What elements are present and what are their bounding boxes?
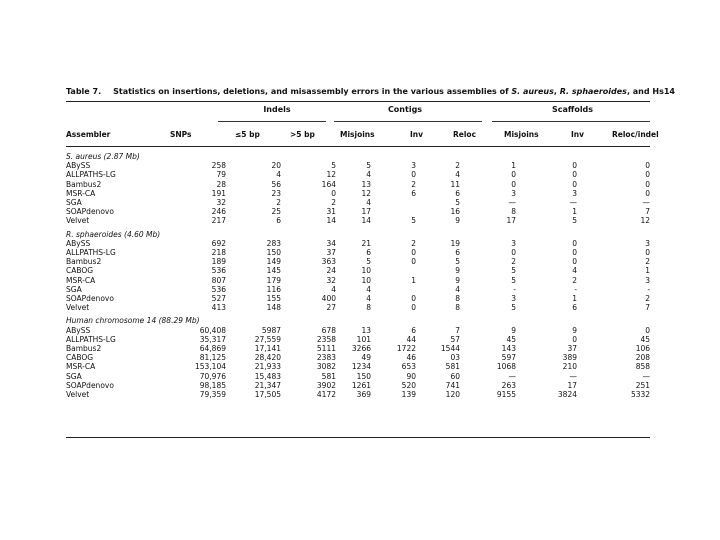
value-cell: 7 — [645, 207, 651, 217]
section-title: R. sphaeroides (4.60 Mb) — [66, 229, 161, 239]
assembler-name-cell: SGA — [66, 284, 82, 294]
value-cell: 4 — [366, 284, 371, 294]
value-cell: 13 — [361, 325, 371, 335]
value-cell: 145 — [266, 266, 281, 276]
value-cell: 7 — [645, 303, 651, 313]
group-scaffolds: Scaffolds — [551, 105, 594, 114]
value-cell: 520 — [401, 380, 416, 390]
value-cell: 4 — [572, 266, 577, 276]
value-cell: 0 — [572, 179, 577, 189]
assembler-name-cell: SOAPdenovo — [66, 380, 114, 390]
assembler-name-cell: CABOG — [66, 266, 94, 276]
value-cell: 45 — [506, 334, 516, 344]
value-cell: 0 — [645, 179, 651, 189]
section-title: Human chromosome 14 (88.29 Mb) — [66, 316, 200, 326]
top-rule — [66, 101, 650, 102]
value-cell: 4 — [331, 284, 336, 294]
value-cell: 5 — [572, 216, 577, 226]
value-cell: 120 — [445, 390, 460, 400]
value-cell: 16 — [450, 207, 460, 217]
value-cell: - — [647, 284, 651, 294]
caption-sep-2: , and Hs14 — [626, 87, 675, 96]
assembler-name-cell: ABySS — [66, 161, 91, 171]
value-cell: 3 — [411, 161, 416, 171]
value-cell: 369 — [356, 390, 371, 400]
section-header-row — [66, 230, 650, 239]
table-row — [66, 381, 650, 390]
value-cell: 8 — [511, 207, 516, 217]
value-cell: 741 — [445, 380, 460, 390]
value-cell: 44 — [406, 334, 416, 344]
value-cell: 653 — [401, 362, 416, 372]
value-cell: 1068 — [496, 362, 516, 372]
value-cell: 0 — [411, 294, 416, 304]
value-cell: 0 — [645, 325, 651, 335]
value-cell: 0 — [572, 161, 577, 171]
table-row — [66, 180, 650, 189]
group-line-indels — [218, 121, 326, 122]
col-header-contig-reloc: Reloc — [453, 130, 477, 139]
value-cell: 15,483 — [254, 371, 281, 381]
value-cell: 27 — [326, 303, 336, 313]
value-cell: 3902 — [316, 380, 336, 390]
value-cell: 7 — [455, 325, 460, 335]
value-cell: 6 — [366, 248, 371, 258]
value-cell: 807 — [211, 275, 226, 285]
assembler-name-cell: SOAPdenovo — [66, 207, 114, 217]
table-row — [66, 266, 650, 275]
value-cell: 28 — [216, 179, 226, 189]
value-cell: 12 — [326, 170, 336, 180]
value-cell: 0 — [572, 238, 577, 248]
value-cell: 3266 — [351, 344, 371, 354]
value-cell: 4 — [276, 170, 281, 180]
col-header-snps: SNPs — [170, 130, 192, 139]
value-cell — [371, 266, 416, 275]
value-cell: 581 — [445, 362, 460, 372]
table-row — [66, 303, 650, 312]
value-cell: — — [642, 371, 651, 381]
value-cell: 692 — [211, 238, 226, 248]
value-cell: 0 — [511, 170, 516, 180]
col-header-assembler: Assembler — [66, 130, 111, 139]
value-cell: 17 — [506, 216, 516, 226]
value-cell: 5111 — [316, 344, 336, 354]
value-cell: 2 — [331, 198, 336, 208]
col-header-scaffold-reloc: Reloc/indel — [612, 130, 659, 139]
value-cell — [371, 198, 416, 207]
value-cell: 4 — [366, 294, 371, 304]
value-cell: 2 — [645, 294, 651, 304]
assembler-name-cell: Bambus2 — [66, 257, 102, 267]
value-cell: 3 — [645, 275, 651, 285]
value-cell: — — [508, 198, 516, 208]
assembler-name-cell: ALLPATHS-LG — [66, 170, 116, 180]
table-row — [66, 353, 650, 362]
value-cell: 0 — [572, 248, 577, 258]
value-cell: 17 — [567, 380, 577, 390]
value-cell: 4 — [455, 170, 460, 180]
value-cell: 536 — [211, 284, 226, 294]
value-cell: 70,976 — [199, 371, 226, 381]
assembler-name-cell: Velvet — [66, 390, 90, 400]
value-cell: 150 — [266, 248, 281, 258]
value-cell: 148 — [266, 303, 281, 313]
value-cell: 363 — [321, 257, 336, 267]
col-header-indels-large: >5 bp — [290, 130, 315, 139]
value-cell: 32 — [326, 275, 336, 285]
table-number: Table 7. — [66, 87, 102, 96]
value-cell: 581 — [321, 371, 336, 381]
value-cell: 858 — [635, 362, 651, 372]
value-cell: 0 — [572, 334, 577, 344]
assembler-name-cell: Velvet — [66, 303, 90, 313]
value-cell: 5 — [511, 303, 516, 313]
value-cell: 191 — [211, 188, 226, 198]
value-cell: 0 — [411, 303, 416, 313]
assembler-name-cell: Velvet — [66, 216, 90, 226]
value-cell: 283 — [266, 238, 281, 248]
value-cell: 12 — [640, 216, 651, 226]
value-cell: 0 — [411, 248, 416, 258]
col-header-indels-small: ≤5 bp — [235, 130, 260, 139]
value-cell: 4 — [366, 198, 371, 208]
value-cell: 2 — [572, 275, 577, 285]
value-cell: 1 — [572, 294, 577, 304]
caption-species-2: R. sphaeroides — [559, 87, 627, 96]
table-row — [66, 344, 650, 353]
value-cell: 400 — [321, 294, 336, 304]
value-cell: 143 — [501, 344, 516, 354]
section-title: S. aureus (2.87 Mb) — [66, 152, 140, 161]
value-cell: 21,347 — [254, 380, 281, 390]
value-cell: 179 — [266, 275, 281, 285]
value-cell: 24 — [326, 266, 336, 276]
value-cell: 57 — [450, 334, 460, 344]
value-cell: 0 — [572, 257, 577, 267]
value-cell: 21,933 — [254, 362, 281, 372]
value-cell: 0 — [411, 170, 416, 180]
value-cell: 258 — [211, 161, 226, 171]
value-cell: 0 — [645, 170, 651, 180]
value-cell: 4 — [366, 170, 371, 180]
table-row — [66, 276, 650, 285]
value-cell: 6 — [572, 303, 577, 313]
value-cell: 64,869 — [199, 344, 226, 354]
caption-text: Statistics on insertions, deletions, and misassembly errors in the various assemblies of — [113, 87, 512, 96]
value-cell: 6 — [411, 325, 416, 335]
value-cell: 17 — [361, 207, 371, 217]
value-cell: 4172 — [316, 390, 336, 400]
value-cell: 0 — [645, 161, 651, 171]
value-cell: 1234 — [351, 362, 371, 372]
value-cell: 139 — [401, 390, 416, 400]
value-cell: 8 — [366, 303, 371, 313]
value-cell: 116 — [266, 284, 281, 294]
value-cell: 3082 — [316, 362, 336, 372]
value-cell: 210 — [562, 362, 577, 372]
value-cell: 189 — [211, 257, 226, 267]
value-cell: 8 — [455, 294, 460, 304]
value-cell: 5987 — [261, 325, 281, 335]
table-row — [66, 216, 650, 225]
value-cell: 8 — [455, 303, 460, 313]
value-cell: 413 — [211, 303, 226, 313]
value-cell: 6 — [455, 248, 460, 258]
value-cell: 12 — [361, 188, 371, 198]
value-cell: 32 — [216, 198, 226, 208]
value-cell: 6 — [276, 216, 281, 226]
value-cell: 60 — [450, 371, 460, 381]
assembler-name-cell: MSR-CA — [66, 362, 96, 372]
value-cell: 37 — [567, 344, 577, 354]
value-cell: 56 — [271, 179, 281, 189]
data-table — [66, 152, 650, 399]
value-cell: - — [574, 284, 577, 294]
value-cell: 678 — [321, 325, 336, 335]
value-cell: 597 — [501, 353, 516, 363]
value-cell: 155 — [266, 294, 281, 304]
value-cell: 3 — [511, 188, 516, 198]
value-cell: - — [513, 284, 516, 294]
value-cell: 2 — [411, 238, 416, 248]
value-cell: 389 — [562, 353, 577, 363]
value-cell: 14 — [326, 216, 336, 226]
table-row — [66, 170, 650, 179]
value-cell: 9 — [455, 275, 460, 285]
value-cell: 0 — [645, 188, 651, 198]
col-header-scaffold-inv: Inv — [571, 130, 585, 139]
table-row — [66, 362, 650, 371]
value-cell: 9 — [455, 216, 460, 226]
col-header-contig-misjoins: Misjoins — [340, 130, 375, 139]
value-cell: 101 — [356, 334, 371, 344]
value-cell: 03 — [450, 353, 460, 363]
value-cell: 10 — [361, 275, 371, 285]
value-cell: 37 — [326, 248, 336, 258]
value-cell: 1261 — [351, 380, 371, 390]
value-cell: 5 — [455, 198, 460, 208]
value-cell: 13 — [361, 179, 371, 189]
value-cell: 98,185 — [199, 380, 226, 390]
value-cell: 21 — [361, 238, 371, 248]
value-cell: 11 — [450, 179, 460, 189]
assembler-name-cell: ALLPATHS-LG — [66, 334, 116, 344]
value-cell: 0 — [645, 248, 651, 258]
table-row — [66, 161, 650, 170]
value-cell: 5 — [331, 161, 336, 171]
value-cell: 1 — [572, 207, 577, 217]
value-cell: — — [569, 371, 577, 381]
value-cell: 0 — [572, 170, 577, 180]
table-row — [66, 257, 650, 266]
value-cell: 46 — [406, 353, 416, 363]
value-cell: 4 — [455, 284, 460, 294]
value-cell: 6 — [411, 188, 416, 198]
value-cell: 164 — [321, 179, 336, 189]
value-cell: 28,420 — [254, 353, 281, 363]
value-cell: 251 — [635, 380, 651, 390]
assembler-name-cell: Bambus2 — [66, 344, 102, 354]
value-cell: 5 — [411, 216, 416, 226]
value-cell: 2383 — [316, 353, 336, 363]
value-cell: 19 — [450, 238, 460, 248]
table-row — [66, 390, 650, 399]
value-cell: 1544 — [440, 344, 460, 354]
assembler-name-cell: ABySS — [66, 325, 91, 335]
value-cell: 81,125 — [199, 353, 226, 363]
value-cell: 5 — [366, 257, 371, 267]
value-cell: 0 — [511, 179, 516, 189]
value-cell: 25 — [271, 207, 281, 217]
assembler-name-cell: CABOG — [66, 353, 94, 363]
value-cell: 2 — [411, 179, 416, 189]
assembler-name-cell: MSR-CA — [66, 275, 96, 285]
assembler-name-cell: Bambus2 — [66, 179, 102, 189]
value-cell: 0 — [511, 248, 516, 258]
value-cell: 3 — [572, 188, 577, 198]
value-cell: 45 — [640, 334, 651, 344]
table-row — [66, 372, 650, 381]
table-row — [66, 189, 650, 198]
value-cell: 5 — [366, 161, 371, 171]
value-cell: 150 — [356, 371, 371, 381]
value-cell: 2358 — [316, 334, 336, 344]
caption-sep-1: , — [553, 87, 560, 96]
group-line-scaffolds — [492, 121, 650, 122]
group-indels: Indels — [263, 105, 291, 114]
caption-species-1: S. aureus — [511, 87, 554, 96]
value-cell: 2 — [276, 198, 281, 208]
value-cell: 9155 — [496, 390, 516, 400]
value-cell: 49 — [361, 353, 371, 363]
table-row — [66, 239, 650, 248]
value-cell: 14 — [361, 216, 371, 226]
value-cell: 2 — [645, 257, 651, 267]
value-cell: 153,104 — [194, 362, 226, 372]
value-cell: 9 — [511, 325, 516, 335]
value-cell: 27,559 — [254, 334, 281, 344]
value-cell — [371, 285, 416, 294]
value-cell: 5 — [511, 275, 516, 285]
table-row — [66, 198, 650, 207]
assembler-name-cell: SGA — [66, 371, 82, 381]
header-rule — [66, 146, 650, 147]
table-row — [66, 326, 650, 335]
value-cell: 1722 — [396, 344, 416, 354]
col-header-scaffold-misjoins: Misjoins — [504, 130, 539, 139]
value-cell: 5 — [455, 257, 460, 267]
value-cell: 3 — [511, 294, 516, 304]
value-cell: 1 — [645, 266, 651, 276]
value-cell: 2 — [455, 161, 460, 171]
value-cell: 0 — [411, 257, 416, 267]
value-cell: 1 — [511, 161, 516, 171]
value-cell: 79 — [216, 170, 226, 180]
value-cell: 9 — [572, 325, 577, 335]
value-cell: 23 — [271, 188, 281, 198]
section-header-row — [66, 152, 650, 161]
value-cell: 208 — [635, 353, 651, 363]
value-cell: 106 — [635, 344, 651, 354]
group-contigs: Contigs — [387, 105, 423, 114]
col-header-contig-inv: Inv — [410, 130, 424, 139]
value-cell: 1 — [411, 275, 416, 285]
table-row — [66, 285, 650, 294]
value-cell: 34 — [326, 238, 336, 248]
table-row — [66, 335, 650, 344]
assembler-name-cell: SOAPdenovo — [66, 294, 114, 304]
value-cell: 2 — [511, 257, 516, 267]
value-cell: 9 — [455, 266, 460, 276]
value-cell: 17,505 — [254, 390, 281, 400]
assembler-name-cell: ABySS — [66, 238, 91, 248]
value-cell: 3 — [511, 238, 516, 248]
assembler-name-cell: ALLPATHS-LG — [66, 248, 116, 258]
assembler-name-cell: SGA — [66, 198, 82, 208]
value-cell: 149 — [266, 257, 281, 267]
value-cell: 31 — [326, 207, 336, 217]
value-cell: — — [569, 198, 577, 208]
value-cell: 60,408 — [199, 325, 226, 335]
value-cell: 218 — [211, 248, 226, 258]
value-cell: — — [508, 371, 516, 381]
value-cell: 527 — [211, 294, 226, 304]
value-cell: 3 — [645, 238, 651, 248]
value-cell: — — [642, 198, 651, 208]
table-row — [66, 207, 650, 216]
value-cell: 10 — [361, 266, 371, 276]
value-cell: 5 — [511, 266, 516, 276]
table-row — [66, 294, 650, 303]
value-cell: 5332 — [630, 390, 651, 400]
value-cell: 246 — [211, 207, 226, 217]
value-cell: 6 — [455, 188, 460, 198]
table-row — [66, 248, 650, 257]
bottom-rule — [66, 437, 650, 438]
value-cell: 263 — [501, 380, 516, 390]
value-cell: 3824 — [557, 390, 577, 400]
value-cell — [371, 207, 416, 216]
value-cell: 90 — [406, 371, 416, 381]
assembler-name-cell: MSR-CA — [66, 188, 96, 198]
value-cell: 536 — [211, 266, 226, 276]
value-cell: 217 — [211, 216, 226, 226]
value-cell: 0 — [331, 188, 336, 198]
value-cell: 79,359 — [199, 390, 226, 400]
value-cell: 35,317 — [199, 334, 226, 344]
value-cell: 20 — [271, 161, 281, 171]
section-header-row — [66, 316, 650, 325]
table-caption — [66, 87, 675, 96]
group-line-contigs — [334, 121, 482, 122]
value-cell: 17,141 — [254, 344, 281, 354]
